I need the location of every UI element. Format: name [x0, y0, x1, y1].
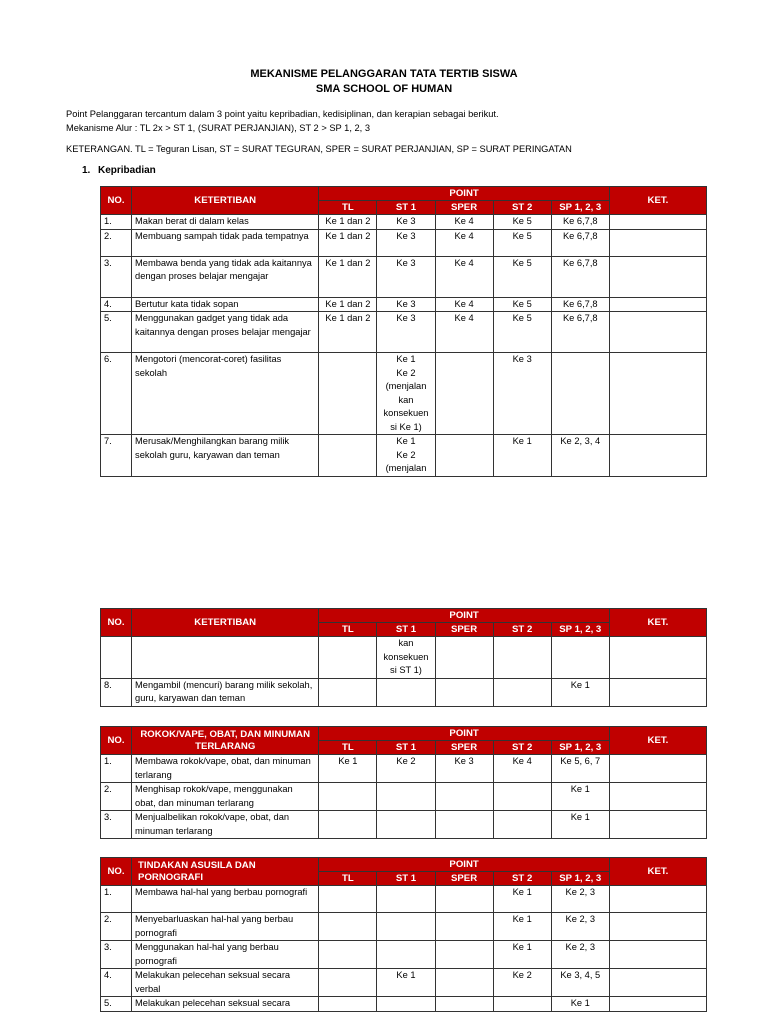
violation-description: Merusak/Menghilangkan barang milik sekolah guru, karyawan dan teman — [132, 435, 319, 477]
cell-sp: Ke 6,7,8 — [551, 215, 609, 230]
row-number: 7. — [101, 435, 132, 477]
header-category: KETERTIBAN — [132, 187, 319, 215]
section-title: Kepribadian — [98, 165, 156, 176]
cell-ket — [609, 886, 706, 913]
row-number: 1. — [101, 755, 132, 783]
cell-sp: Ke 1 — [551, 811, 609, 839]
cell-ket — [609, 913, 706, 941]
cell-st2: Ke 1 — [493, 435, 551, 477]
table-row — [101, 312, 707, 353]
table-row — [101, 941, 707, 969]
row-number: 2. — [101, 229, 132, 256]
cell-st2: Ke 1 — [493, 913, 551, 941]
cell-sp: Ke 2, 3, 4 — [551, 435, 609, 477]
cell-sper: Ke 4 — [435, 229, 493, 256]
cell-st2: Ke 5 — [493, 215, 551, 230]
cell-st1: Ke 2 — [377, 755, 435, 783]
violation-description: Menjualbelikan rokok/vape, obat, dan minuman terlarang — [132, 811, 319, 839]
cell-sp: Ke 6,7,8 — [551, 256, 609, 297]
table-row — [101, 783, 707, 811]
cell-st2 — [493, 678, 551, 706]
header-row — [101, 727, 707, 741]
cell-st2 — [493, 997, 551, 1012]
cell-st2: Ke 2 — [493, 969, 551, 997]
violation-table-ketertiban-continued — [100, 608, 707, 707]
table-row — [101, 435, 707, 477]
header-st1: ST 1 — [377, 201, 435, 215]
header-sper: SPER — [435, 623, 493, 637]
violation-table-ketertiban — [100, 186, 707, 477]
cell-st1: Ke 3 — [377, 215, 435, 230]
cell-ket — [609, 678, 706, 706]
violation-description — [132, 637, 319, 679]
violation-table-rokok — [100, 726, 707, 839]
header-sp: SP 1, 2, 3 — [551, 872, 609, 886]
header-sp: SP 1, 2, 3 — [551, 741, 609, 755]
intro-points: Point Pelanggaran tercantum dalam 3 point yaitu kepribadian, kedisiplinan, dan kerapian sebagai berikut. — [66, 109, 499, 119]
cell-st2: Ke 4 — [493, 755, 551, 783]
header-category: KETERTIBAN — [132, 609, 319, 637]
cell-st2 — [493, 783, 551, 811]
cell-st2: Ke 3 — [493, 353, 551, 435]
row-number: 8. — [101, 678, 132, 706]
header-row — [101, 609, 707, 623]
cell-st1: Ke 1 — [377, 969, 435, 997]
violation-description: Menyebarluaskan hal-hal yang berbau pornografi — [132, 913, 319, 941]
table-row — [101, 997, 707, 1012]
cell-sper: Ke 4 — [435, 312, 493, 353]
table-row — [101, 637, 707, 679]
header-point: POINT — [319, 858, 609, 872]
header-sper: SPER — [435, 741, 493, 755]
cell-tl: Ke 1 — [319, 755, 377, 783]
cell-sper — [435, 886, 493, 913]
cell-sper: Ke 4 — [435, 297, 493, 312]
header-sp: SP 1, 2, 3 — [551, 623, 609, 637]
violation-description: Melakukan pelecehan seksual secara verbal — [132, 969, 319, 997]
cell-tl — [319, 637, 377, 679]
cell-ket — [609, 755, 706, 783]
cell-ket — [609, 941, 706, 969]
cell-tl: Ke 1 dan 2 — [319, 256, 377, 297]
cell-ket — [609, 353, 706, 435]
header-st2: ST 2 — [493, 872, 551, 886]
violation-description: Bertutur kata tidak sopan — [132, 297, 319, 312]
row-number: 3. — [101, 941, 132, 969]
row-number: 1. — [101, 886, 132, 913]
cell-sp: Ke 3, 4, 5 — [551, 969, 609, 997]
cell-sper — [435, 637, 493, 679]
header-ket: KET. — [609, 187, 706, 215]
cell-tl — [319, 353, 377, 435]
header-no: NO. — [101, 187, 132, 215]
header-st1: ST 1 — [377, 741, 435, 755]
table-row — [101, 755, 707, 783]
cell-ket — [609, 783, 706, 811]
header-st2: ST 2 — [493, 623, 551, 637]
cell-st2: Ke 5 — [493, 229, 551, 256]
table-row — [101, 811, 707, 839]
cell-st2: Ke 5 — [493, 297, 551, 312]
table-row — [101, 886, 707, 913]
cell-sper — [435, 969, 493, 997]
cell-tl: Ke 1 dan 2 — [319, 312, 377, 353]
header-point: POINT — [319, 187, 609, 201]
header-sper: SPER — [435, 201, 493, 215]
cell-st2: Ke 1 — [493, 941, 551, 969]
table-row — [101, 678, 707, 706]
cell-sper — [435, 941, 493, 969]
cell-ket — [609, 215, 706, 230]
cell-st1: Ke 3 — [377, 256, 435, 297]
header-tl: TL — [319, 623, 377, 637]
cell-tl — [319, 941, 377, 969]
cell-tl — [319, 811, 377, 839]
table-row — [101, 969, 707, 997]
header-no: NO. — [101, 858, 132, 886]
cell-st1 — [377, 783, 435, 811]
section-heading — [82, 165, 156, 176]
violation-description: Menggunakan gadget yang tidak ada kaitannya dengan proses belajar mengajar — [132, 312, 319, 353]
cell-ket — [609, 312, 706, 353]
header-st2: ST 2 — [493, 201, 551, 215]
row-number: 4. — [101, 297, 132, 312]
cell-sper — [435, 783, 493, 811]
cell-st1: Ke 3 — [377, 229, 435, 256]
cell-sp: Ke 6,7,8 — [551, 312, 609, 353]
cell-st1: Ke 3 — [377, 297, 435, 312]
header-sp: SP 1, 2, 3 — [551, 201, 609, 215]
table-row — [101, 229, 707, 256]
intro-legend: KETERANGAN. TL = Teguran Lisan, ST = SURAT TEGURAN, SPER = SURAT PERJANJIAN, SP = SURAT PERINGATAN — [66, 144, 572, 154]
cell-st1 — [377, 997, 435, 1012]
cell-tl: Ke 1 dan 2 — [319, 215, 377, 230]
row-number: 3. — [101, 811, 132, 839]
cell-ket — [609, 435, 706, 477]
header-row — [101, 187, 707, 201]
cell-sp: Ke 1 — [551, 783, 609, 811]
cell-st2: Ke 1 — [493, 886, 551, 913]
cell-sp — [551, 353, 609, 435]
cell-tl: Ke 1 dan 2 — [319, 229, 377, 256]
header-category: ROKOK/VAPE, OBAT, DAN MINUMAN TERLARANG — [132, 727, 319, 755]
cell-st2 — [493, 811, 551, 839]
violation-description: Melakukan pelecehan seksual secara — [132, 997, 319, 1012]
row-number: 6. — [101, 353, 132, 435]
cell-st2 — [493, 637, 551, 679]
violation-description: Membuang sampah tidak pada tempatnya — [132, 229, 319, 256]
row-number — [101, 637, 132, 679]
header-ket: KET. — [609, 858, 706, 886]
row-number: 5. — [101, 997, 132, 1012]
violation-description: Membawa rokok/vape, obat, dan minuman terlarang — [132, 755, 319, 783]
violation-description: Menghisap rokok/vape, menggunakan obat, dan minuman terlarang — [132, 783, 319, 811]
row-number: 2. — [101, 783, 132, 811]
table-row — [101, 913, 707, 941]
cell-st2: Ke 5 — [493, 256, 551, 297]
table-row — [101, 353, 707, 435]
cell-st1 — [377, 913, 435, 941]
table-row — [101, 297, 707, 312]
section-number: 1. — [82, 165, 91, 176]
cell-sp: Ke 6,7,8 — [551, 229, 609, 256]
cell-st1: Ke 1 Ke 2 (menjalan kan konsekuen si Ke 1) — [377, 353, 435, 435]
cell-ket — [609, 811, 706, 839]
cell-st1 — [377, 678, 435, 706]
table-row — [101, 215, 707, 230]
cell-sper — [435, 353, 493, 435]
header-st2: ST 2 — [493, 741, 551, 755]
intro-flow: Mekanisme Alur : TL 2x > ST 1, (SURAT PERJANJIAN), ST 2 > SP 1, 2, 3 — [66, 123, 370, 133]
cell-st1 — [377, 811, 435, 839]
cell-st1: Ke 1 Ke 2 (menjalan — [377, 435, 435, 477]
violation-table-asusila — [100, 857, 707, 1012]
cell-tl — [319, 997, 377, 1012]
cell-ket — [609, 229, 706, 256]
table-row — [101, 256, 707, 297]
violation-description: Membawa hal-hal yang berbau pornografi — [132, 886, 319, 913]
header-ket: KET. — [609, 609, 706, 637]
header-point: POINT — [319, 609, 609, 623]
header-row — [101, 858, 707, 872]
header-sper: SPER — [435, 872, 493, 886]
cell-tl — [319, 969, 377, 997]
cell-st1 — [377, 886, 435, 913]
cell-sp: Ke 6,7,8 — [551, 297, 609, 312]
violation-description: Makan berat di dalam kelas — [132, 215, 319, 230]
cell-sper: Ke 4 — [435, 256, 493, 297]
cell-st1: Ke 3 — [377, 312, 435, 353]
cell-sper: Ke 4 — [435, 215, 493, 230]
header-ket: KET. — [609, 727, 706, 755]
cell-sper — [435, 678, 493, 706]
row-number: 5. — [101, 312, 132, 353]
cell-tl — [319, 783, 377, 811]
header-no: NO. — [101, 609, 132, 637]
header-category: TINDAKAN ASUSILA DAN PORNOGRAFI — [132, 858, 319, 886]
cell-sper — [435, 811, 493, 839]
cell-tl — [319, 886, 377, 913]
cell-ket — [609, 969, 706, 997]
row-number: 1. — [101, 215, 132, 230]
cell-sp — [551, 637, 609, 679]
header-point: POINT — [319, 727, 609, 741]
header-tl: TL — [319, 872, 377, 886]
header-no: NO. — [101, 727, 132, 755]
cell-sp: Ke 1 — [551, 997, 609, 1012]
cell-st2: Ke 5 — [493, 312, 551, 353]
cell-ket — [609, 997, 706, 1012]
row-number: 3. — [101, 256, 132, 297]
header-tl: TL — [319, 741, 377, 755]
cell-sper: Ke 3 — [435, 755, 493, 783]
school-name: SMA SCHOOL OF HUMAN — [315, 83, 453, 95]
cell-sper — [435, 913, 493, 941]
cell-tl — [319, 913, 377, 941]
cell-sp: Ke 2, 3 — [551, 941, 609, 969]
cell-ket — [609, 637, 706, 679]
header-tl: TL — [319, 201, 377, 215]
cell-sper — [435, 997, 493, 1012]
header-st1: ST 1 — [377, 623, 435, 637]
violation-description: Mengotori (mencorat-coret) fasilitas sekolah — [132, 353, 319, 435]
cell-tl — [319, 678, 377, 706]
cell-tl — [319, 435, 377, 477]
cell-sp: Ke 1 — [551, 678, 609, 706]
cell-sp: Ke 2, 3 — [551, 913, 609, 941]
cell-st1: kan konsekuen si ST 1) — [377, 637, 435, 679]
document-title: MEKANISME PELANGGARAN TATA TERTIB SISWA — [250, 68, 518, 80]
cell-sper — [435, 435, 493, 477]
violation-description: Mengambil (mencuri) barang milik sekolah, guru, karyawan dan teman — [132, 678, 319, 706]
row-number: 2. — [101, 913, 132, 941]
cell-sp: Ke 5, 6, 7 — [551, 755, 609, 783]
cell-st1 — [377, 941, 435, 969]
row-number: 4. — [101, 969, 132, 997]
header-st1: ST 1 — [377, 872, 435, 886]
violation-description: Membawa benda yang tidak ada kaitannya dengan proses belajar mengajar — [132, 256, 319, 297]
cell-tl: Ke 1 dan 2 — [319, 297, 377, 312]
violation-description: Menggunakan hal-hal yang berbau pornografi — [132, 941, 319, 969]
cell-ket — [609, 256, 706, 297]
cell-ket — [609, 297, 706, 312]
cell-sp: Ke 2, 3 — [551, 886, 609, 913]
